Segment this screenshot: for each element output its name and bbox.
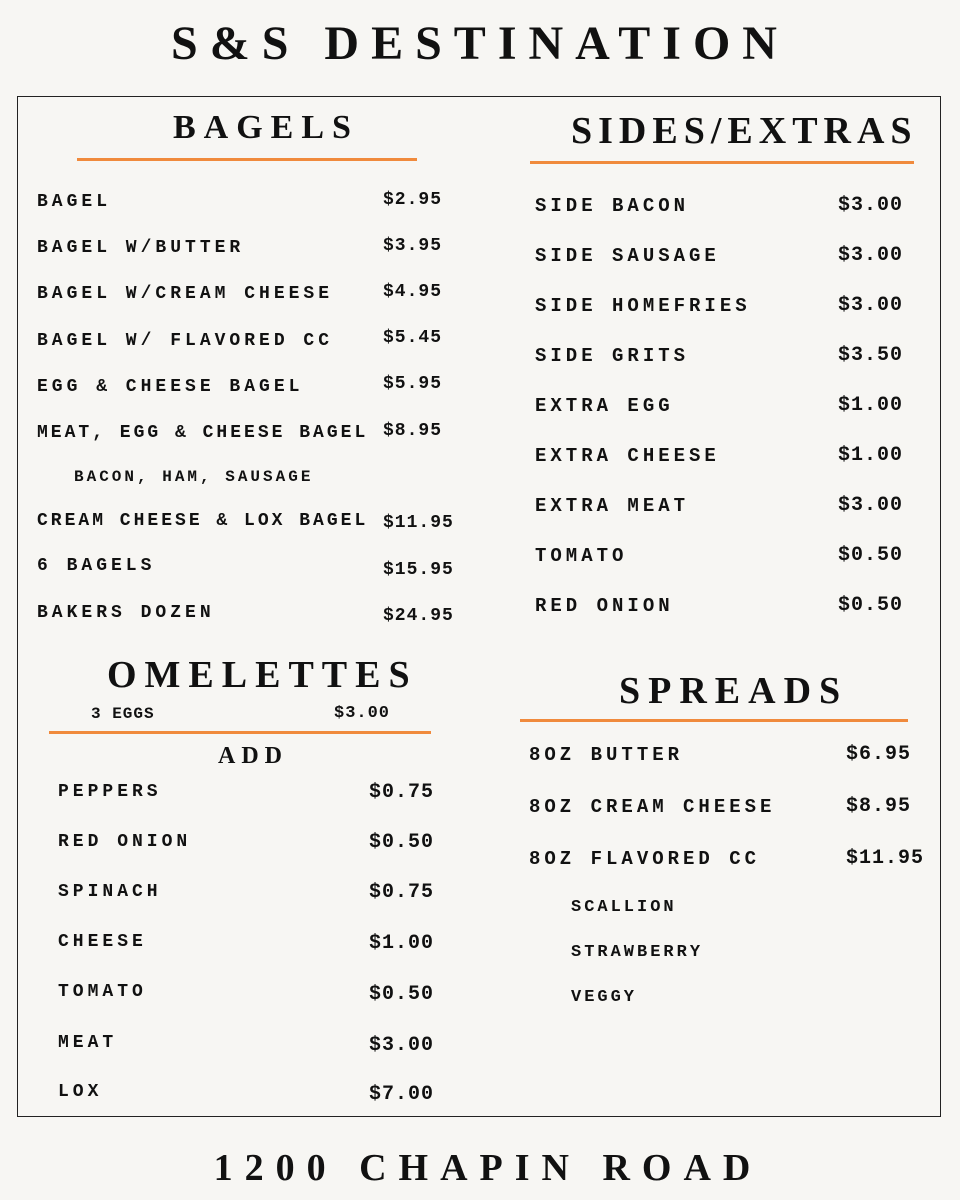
- omelette-addon-name: LOX: [58, 1082, 103, 1102]
- side-item-name: SIDE HOMEFRIES: [535, 295, 751, 317]
- omelette-addon-name: PEPPERS: [58, 782, 162, 802]
- spread-item-name: 8OZ CREAM CHEESE: [529, 796, 776, 818]
- omelette-addon-name: RED ONION: [58, 832, 192, 852]
- side-item-price: $1.00: [838, 444, 904, 467]
- flavor-option: VEGGY: [571, 988, 638, 1007]
- bagel-item-name: BAGEL W/BUTTER: [37, 238, 245, 258]
- side-item-price: $3.00: [838, 494, 904, 517]
- omelette-add-heading: ADD: [218, 743, 288, 769]
- spread-item-price: $8.95: [846, 795, 912, 818]
- side-item-price: $3.00: [838, 294, 904, 317]
- side-item-price: $3.00: [838, 244, 904, 267]
- side-item-name: EXTRA MEAT: [535, 495, 690, 517]
- bagel-item-price: $2.95: [383, 190, 443, 210]
- sides-heading: SIDES/EXTRAS: [571, 110, 918, 152]
- spread-item-name: 8OZ BUTTER: [529, 744, 684, 766]
- omelette-base-name: 3 EGGS: [91, 705, 155, 723]
- side-item-price: $3.50: [838, 344, 904, 367]
- spread-item-price: $6.95: [846, 743, 912, 766]
- omelette-addon-name: MEAT: [58, 1033, 118, 1053]
- side-item-name: RED ONION: [535, 595, 674, 617]
- bagel-item-price: $5.45: [383, 328, 443, 348]
- spread-item-price: $11.95: [846, 847, 925, 870]
- bagel-item-name: BAGEL W/ FLAVORED CC: [37, 331, 334, 351]
- omelettes-divider: [49, 731, 431, 734]
- omelette-addon-price: $0.50: [369, 983, 435, 1006]
- omelette-addon-name: TOMATO: [58, 982, 147, 1002]
- omelette-addon-name: SPINACH: [58, 882, 162, 902]
- side-item-name: SIDE GRITS: [535, 345, 690, 367]
- bagels-heading: BAGELS: [173, 109, 359, 146]
- omelette-addon-price: $3.00: [369, 1034, 435, 1057]
- side-item-name: EXTRA EGG: [535, 395, 674, 417]
- bagel-item-price: $5.95: [383, 374, 443, 394]
- bagel-meat-note: BACON, HAM, SAUSAGE: [74, 468, 314, 486]
- menu-frame: [17, 96, 941, 1117]
- bagel-item-name: CREAM CHEESE & LOX BAGEL: [37, 511, 369, 531]
- omelette-addon-name: CHEESE: [58, 932, 147, 952]
- bagels-divider: [77, 158, 417, 161]
- spreads-divider: [520, 719, 908, 722]
- side-item-name: SIDE SAUSAGE: [535, 245, 720, 267]
- omelette-addon-price: $0.75: [369, 881, 435, 904]
- side-item-name: EXTRA CHEESE: [535, 445, 720, 467]
- bagel-item-name: BAGEL: [37, 192, 112, 212]
- omelette-addon-price: $7.00: [369, 1083, 435, 1106]
- side-item-name: SIDE BACON: [535, 195, 690, 217]
- side-item-price: $1.00: [838, 394, 904, 417]
- omelette-addon-price: $0.50: [369, 831, 435, 854]
- side-item-price: $3.00: [838, 194, 904, 217]
- bagel-item-name: BAGEL W/CREAM CHEESE: [37, 284, 334, 304]
- side-item-name: TOMATO: [535, 545, 628, 567]
- bagel-item-price: $8.95: [383, 421, 443, 441]
- menu-title: S&S DESTINATION: [171, 17, 789, 70]
- omelette-addon-price: $1.00: [369, 932, 435, 955]
- flavor-option: SCALLION: [571, 898, 677, 917]
- omelettes-heading: OMELETTES: [107, 654, 418, 696]
- bagel-item-price: $3.95: [383, 236, 443, 256]
- menu-address: 1200 CHAPIN ROAD: [213, 1147, 763, 1189]
- bagel-item-name: 6 BAGELS: [37, 556, 156, 576]
- bagel-item-name: EGG & CHEESE BAGEL: [37, 377, 304, 397]
- flavor-option: STRAWBERRY: [571, 943, 704, 962]
- bagel-item-price: $11.95: [383, 513, 454, 533]
- omelette-base-price: $3.00: [334, 704, 391, 723]
- bagel-item-price: $4.95: [383, 282, 443, 302]
- omelette-addon-price: $0.75: [369, 781, 435, 804]
- spreads-heading: SPREADS: [619, 670, 849, 712]
- bagel-item-name: MEAT, EGG & CHEESE BAGEL: [37, 423, 369, 443]
- spread-item-name: 8OZ FLAVORED CC: [529, 848, 761, 870]
- bagel-item-name: BAKERS DOZEN: [37, 603, 215, 623]
- side-item-price: $0.50: [838, 544, 904, 567]
- side-item-price: $0.50: [838, 594, 904, 617]
- bagel-item-price: $15.95: [383, 560, 454, 580]
- sides-divider: [530, 161, 914, 164]
- bagel-item-price: $24.95: [383, 606, 454, 626]
